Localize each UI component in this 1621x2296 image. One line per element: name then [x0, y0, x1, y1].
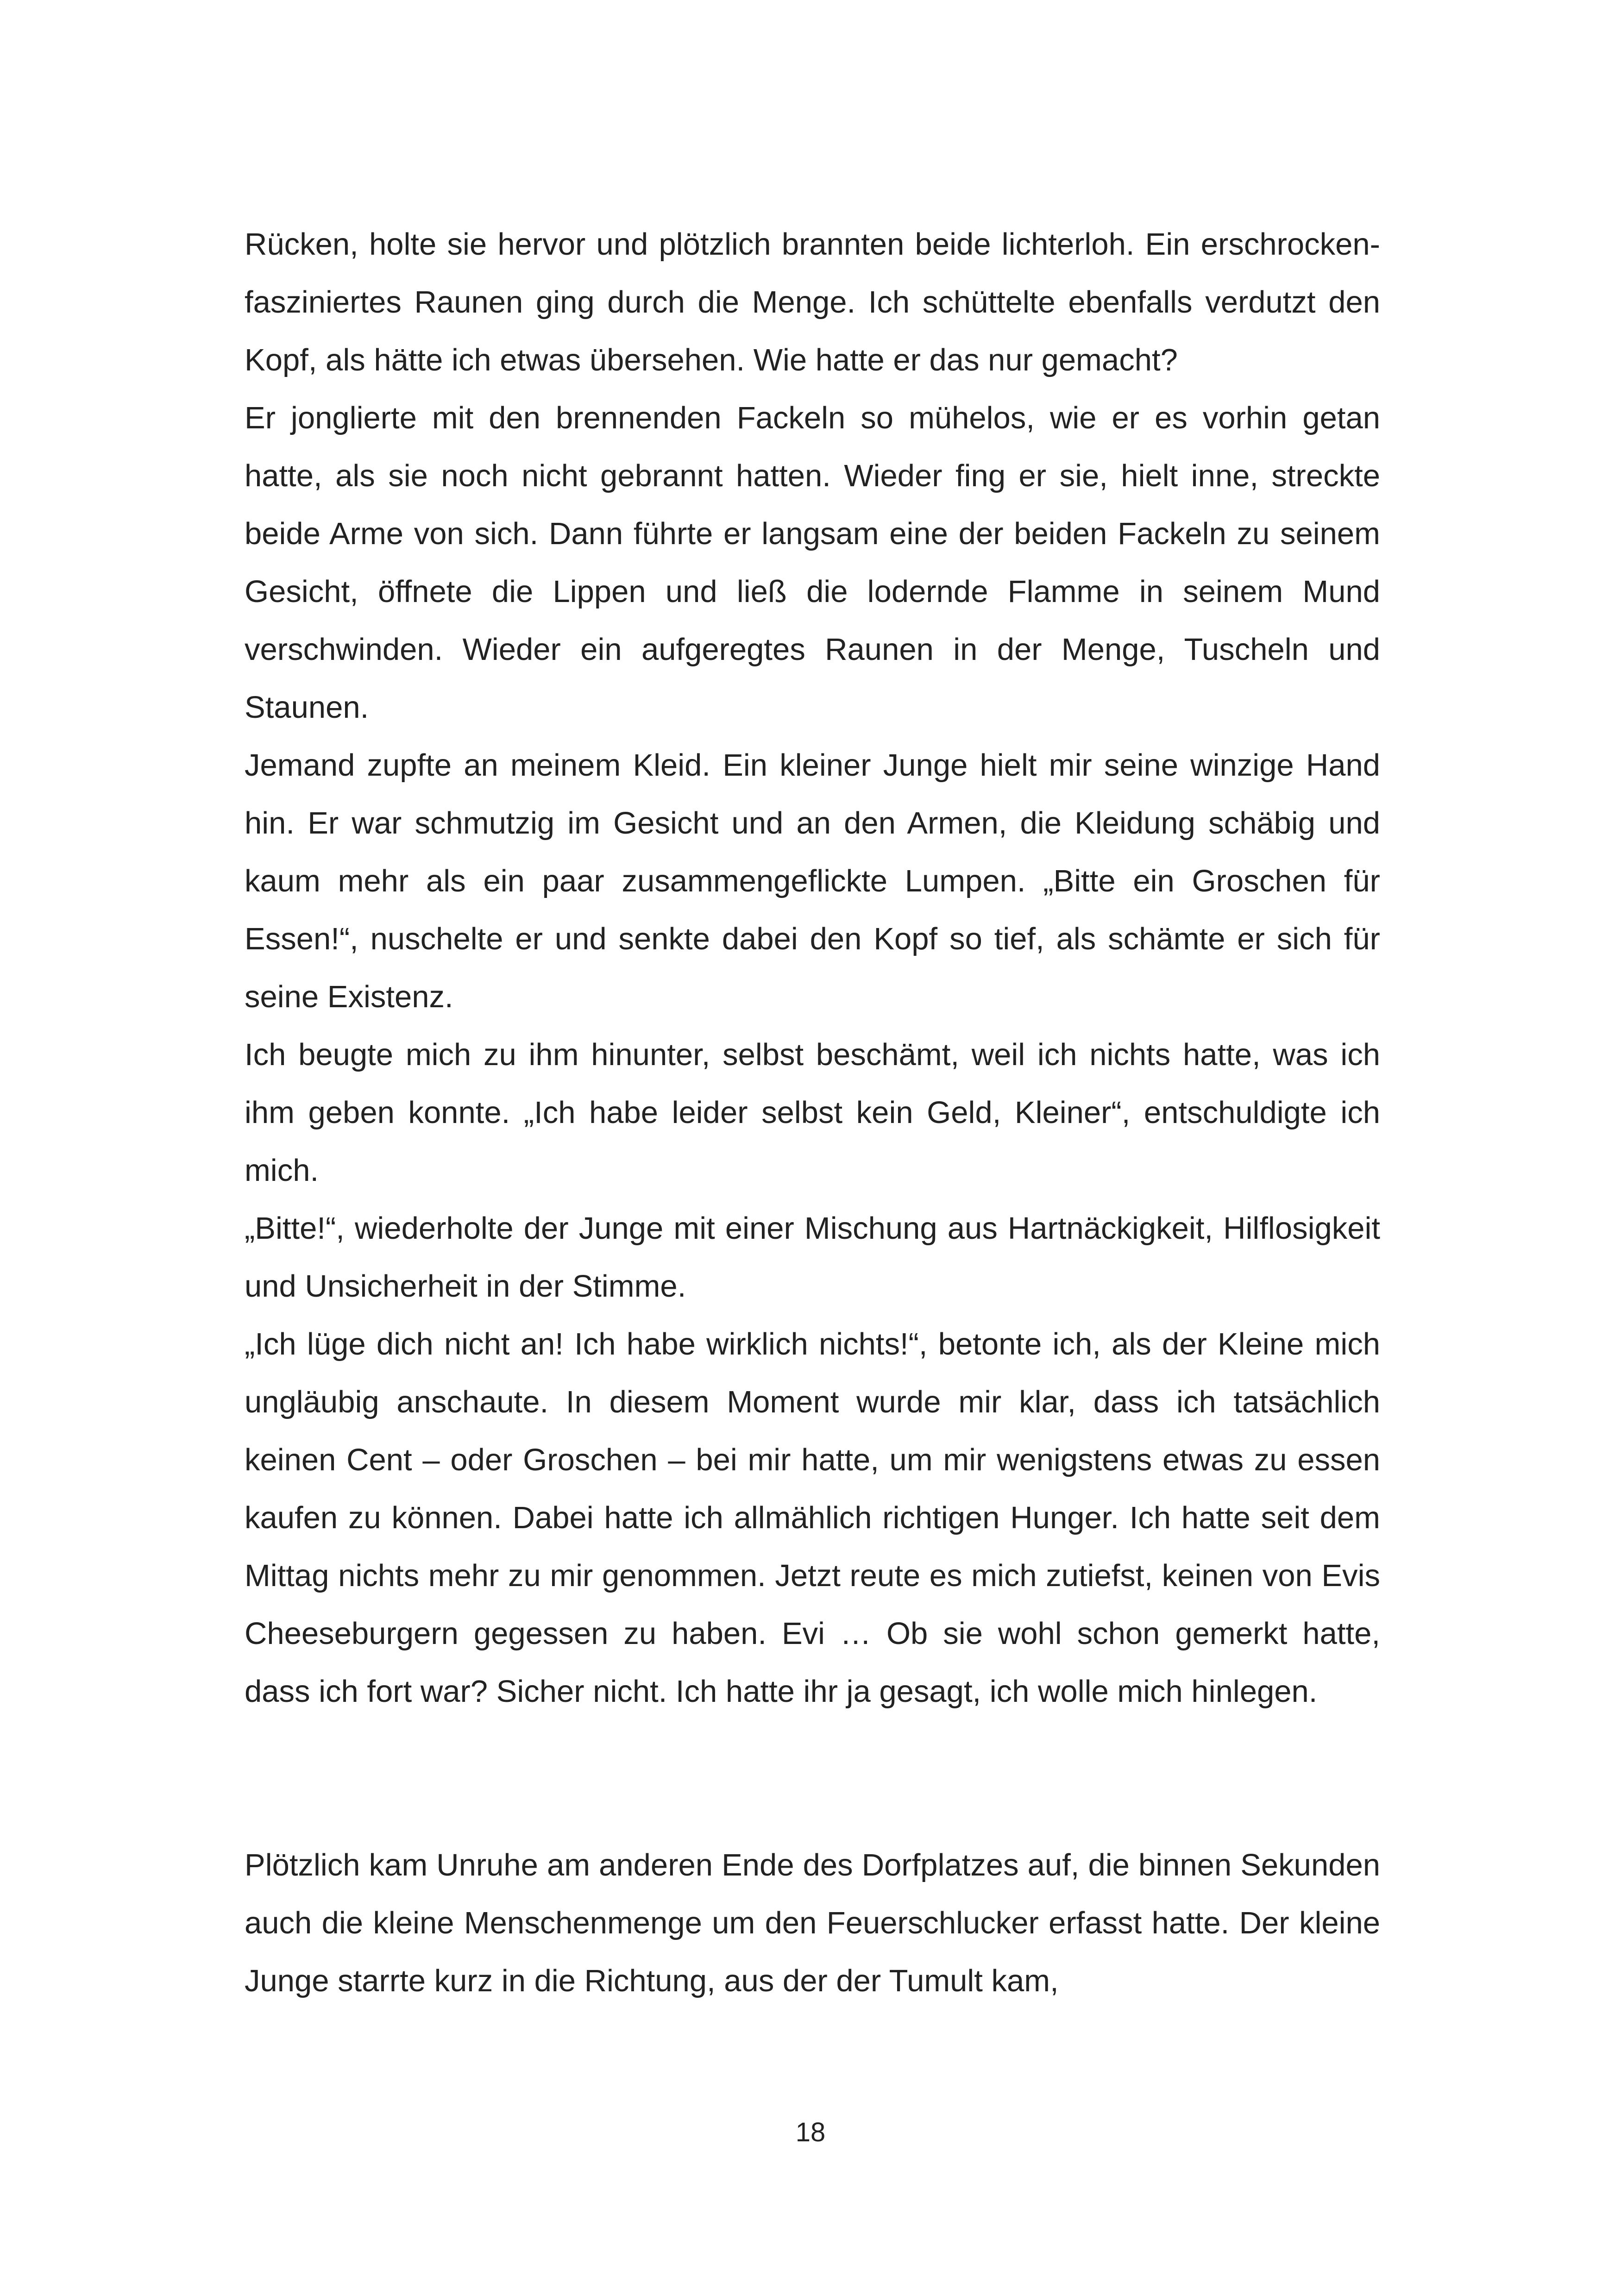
paragraph-6: „Ich lüge dich nicht an! Ich habe wirklich nichts!“, betonte ich, als der Kleine mich ungläubig anschaute. In diesem Moment wurde mir klar, dass ich tatsächlich keinen Cent – oder Groschen – bei mir hatte, um mir wenigstens etwas zu essen kaufen zu können. Dabei hatte ich allmählich richtigen Hunger. Ich hatte seit dem Mittag nichts mehr zu mir genommen. Jetzt reute es mich zutiefst, keinen von Evis Cheeseburgern gegessen zu haben. Evi … Ob sie wohl schon gemerkt hatte, dass ich fort war? Sicher nicht. Ich hatte ihr ja gesagt, ich wolle mich hinlegen.	[245, 1327, 1380, 1709]
paragraph-3: Jemand zupfte an meinem Kleid. Ein kleiner Junge hielt mir seine winzige Hand hin. Er war schmutzig im Gesicht und an den Armen, die Kleidung schäbig und kaum mehr als ein paar zusammengeflickte Lumpen. „Bitte ein Groschen für Essen!“, nuschelte er und senkte dabei den Kopf so tief, als schämte er sich für seine Existenz.	[245, 748, 1380, 1014]
paragraph-7: Plötzlich kam Unruhe am anderen Ende des Dorfplatzes auf, die binnen Sekunden auch die kleine Menschenmenge um den Feuerschlucker erfasst hatte. Der kleine Junge starrte kurz in die Richtung, aus der der Tumult kam,	[245, 1848, 1380, 1998]
paragraph-5: „Bitte!“, wiederholte der Junge mit einer Mischung aus Hartnäckigkeit, Hilflosigkeit und Unsicherheit in der Stimme.	[245, 1211, 1380, 1304]
paragraph-2: Er jonglierte mit den brennenden Fackeln so mühelos, wie er es vorhin getan hatte, als sie noch nicht gebrannt hatten. Wieder fing er sie, hielt inne, streckte beide Arme von sich. Dann führte er langsam eine der beiden Fackeln zu seinem Gesicht, öffnete die Lippen und ließ die lodernde Flamme in seinem Mund verschwinden. Wieder ein aufgeregtes Raunen in der Menge, Tuscheln und Staunen.	[245, 401, 1380, 725]
paragraph-4: Ich beugte mich zu ihm hinunter, selbst beschämt, weil ich nichts hatte, was ich ihm geben konnte. „Ich habe leider selbst kein Geld, Kleiner“, entschuldigte ich mich.	[245, 1037, 1380, 1188]
section-break	[245, 1720, 1380, 1836]
page-number: 18	[795, 2117, 826, 2147]
paragraph-1: Rücken, holte sie hervor und plötzlich brannten beide lichterloh. Ein erschrocken-fasziniertes Raunen ging durch die Menge. Ich schüttelte ebenfalls verdutzt den Kopf, als hätte ich etwas übersehen. Wie hatte er das nur gemacht?	[245, 227, 1380, 377]
body-text	[245, 215, 1380, 2010]
